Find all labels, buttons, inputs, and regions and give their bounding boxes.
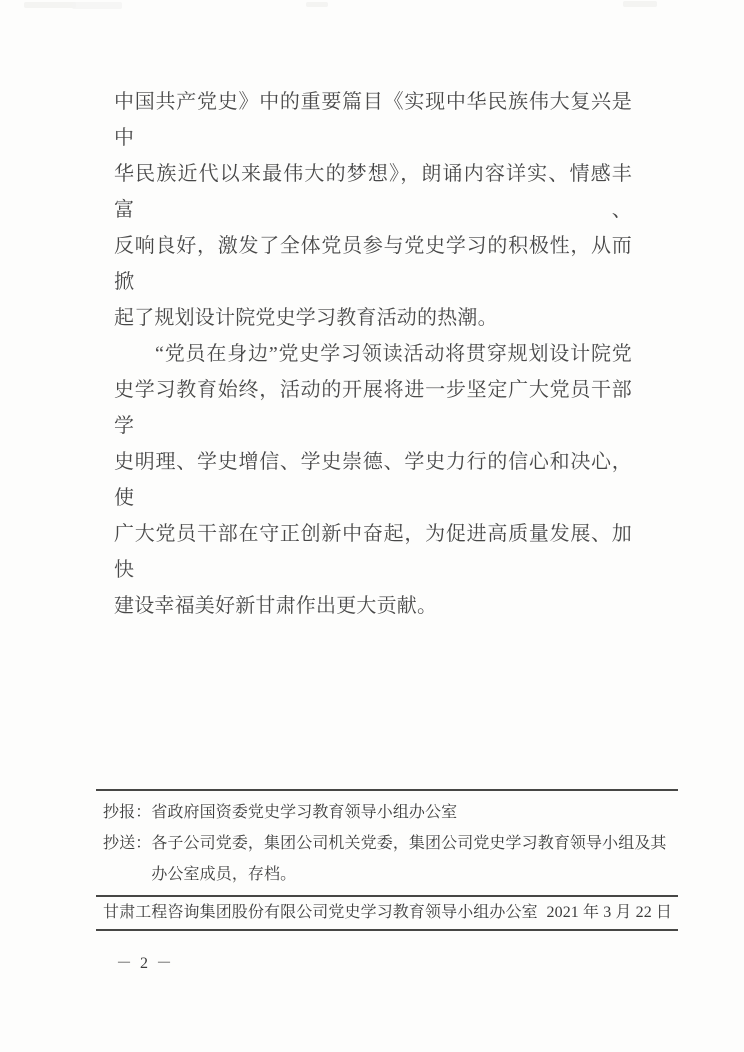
scan-artifact (72, 2, 122, 9)
footer-bottom-rule (96, 929, 678, 931)
page-number: － 2 － (116, 955, 175, 972)
issuing-office-name: 甘肃工程咨询集团股份有限公司党史学习教育领导小组办公室 (103, 904, 538, 921)
copy-report-label: 抄报： (103, 804, 152, 821)
scan-artifact (623, 1, 657, 7)
issuing-office-row (96, 897, 678, 929)
copy-send-line-1: 各子公司党委，集团公司机关党委，集团公司党史学习教育领导小组及其 (151, 835, 667, 852)
copy-report-value: 省政府国资委党史学习教育领导小组办公室 (151, 804, 458, 821)
body-line: 广大党员干部在守正创新中奋起，为促进高质量发展、加快 (114, 523, 632, 581)
scan-artifact (24, 2, 76, 8)
copy-send-value (151, 828, 678, 890)
document-footer (96, 789, 678, 931)
body-line: “党员在身边”党史学习领读活动将贯穿规划设计院党 (155, 343, 632, 365)
paragraph-2 (114, 336, 632, 624)
body-line: 反响良好，激发了全体党员参与党史学习的积极性，从而掀 (114, 235, 632, 293)
copy-send-label: 抄送： (103, 835, 152, 852)
body-line: 建设幸福美好新甘肃作出更大贡献。 (114, 595, 438, 617)
body-line: 史学习教育始终，活动的开展将进一步坚定广大党员干部学 (114, 379, 632, 437)
copy-send-line-2: 办公室成员，存档。 (151, 866, 297, 883)
document-body (114, 84, 632, 624)
copy-report-row (103, 797, 678, 828)
paragraph-1 (114, 84, 632, 336)
body-line: 史明理、学史增信、学史崇德、学史力行的信心和决心，使 (114, 451, 632, 509)
body-line: 中国共产党史》中的重要篇目《实现中华民族伟大复兴是中 (114, 91, 632, 149)
body-line: 华民族近代以来最伟大的梦想》，朗诵内容详实、情感丰富、 (114, 163, 632, 221)
issue-date: 2021 年 3 月 22 日 (546, 904, 672, 921)
scan-artifact (306, 2, 328, 7)
body-line: 起了规划设计院党史学习教育活动的热潮。 (114, 307, 498, 329)
copy-send-row (103, 828, 678, 890)
distribution-list (96, 791, 678, 895)
